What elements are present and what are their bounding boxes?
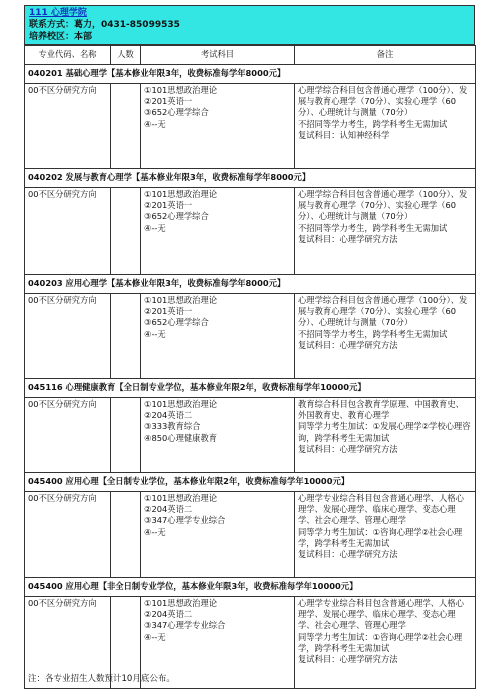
major-title-row — [25, 379, 476, 398]
exam-subject-item: ④850心理健康教育 — [144, 432, 218, 443]
school-header — [24, 5, 475, 45]
exam-subjects — [141, 84, 295, 169]
footnote: 注：各专业招生人数预计10月底公布。 — [28, 674, 175, 684]
research-direction: 00不区分研究方向 — [25, 398, 111, 473]
research-direction: 00不区分研究方向 — [25, 188, 111, 275]
major-detail-row — [25, 398, 476, 473]
exam-subject-item: ②201英语一 — [144, 306, 193, 317]
exam-subject-item: ④--无 — [144, 222, 166, 233]
remark-line: 不招同等学力考生，跨学科考生无需加试 — [298, 328, 448, 339]
remark-line: 复试科目：心理学研究方法 — [298, 654, 398, 665]
column-header-major: 专业代码、名称 — [25, 46, 111, 65]
contact-info: 联系方式：葛力，0431-85099535 — [29, 20, 180, 30]
exam-subject-item: ①101思想政治理论 — [144, 295, 218, 305]
table-header-row — [25, 46, 476, 65]
remarks — [295, 294, 476, 379]
exam-subject-item: ②204英语二 — [144, 410, 193, 421]
exam-subject-item: ④--无 — [144, 526, 166, 537]
remark-line: 复试科目：认知神经科学 — [298, 129, 390, 140]
admissions-table — [24, 45, 476, 689]
quota-cell — [111, 84, 141, 169]
major-title: 045400 应用心理【非全日制专业学位，基本修业年限3年，收费标准每学年10000元】 — [25, 578, 476, 597]
column-header-quota: 人数 — [111, 46, 141, 65]
remark-line: 复试科目：心理学研究方法 — [298, 233, 398, 244]
exam-subject-item: ③652心理学综合 — [144, 317, 209, 328]
exam-subjects — [141, 492, 295, 578]
remark-line: 心理学综合科目包含普通心理学（100分）、发展与教育心理学（70分）、实验心理学（60分）、心理统计与测量（70分） — [298, 295, 468, 328]
exam-subject-item: ③652心理学综合 — [144, 211, 209, 222]
column-header-notes: 备注 — [295, 46, 476, 65]
research-direction: 00不区分研究方向 — [25, 84, 111, 169]
remark-line: 同等学力考生加试：①咨询心理学②社会心理学，跨学科考生无需加试 — [298, 631, 463, 653]
exam-subjects — [141, 294, 295, 379]
exam-subject-item: ④--无 — [144, 328, 166, 339]
exam-subject-item: ①101思想政治理论 — [144, 493, 218, 503]
major-title-row — [25, 578, 476, 597]
exam-subject-item: ①101思想政治理论 — [144, 399, 218, 409]
major-detail-row — [25, 492, 476, 578]
exam-subject-item: ①101思想政治理论 — [144, 598, 218, 608]
major-title: 045400 应用心理【全日制专业学位，基本修业年限2年，收费标准每学年10000元】 — [25, 473, 476, 492]
exam-subject-item: ②204英语二 — [144, 504, 193, 515]
remarks — [295, 188, 476, 275]
major-title: 040201 基础心理学【基本修业年限3年，收费标准每学年8000元】 — [25, 65, 476, 84]
school-name-link[interactable]: 111 心理学院 — [29, 8, 87, 18]
remarks — [295, 84, 476, 169]
exam-subjects — [141, 398, 295, 473]
remark-line: 复试科目：心理学研究方法 — [298, 339, 398, 350]
remarks — [295, 597, 476, 689]
research-direction: 00不区分研究方向 — [25, 294, 111, 379]
remark-line: 心理学综合科目包含普通心理学（100分）、发展与教育心理学（70分）、实验心理学（60分）、心理统计与测量（70分） — [298, 85, 468, 118]
major-title: 040202 发展与教育心理学【基本修业年限3年，收费标准每学年8000元】 — [25, 169, 476, 188]
quota-cell — [111, 398, 141, 473]
major-detail-row — [25, 84, 476, 169]
remark-line: 心理学专业综合科目包含普通心理学、人格心理学、发展心理学、临床心理学、变态心理学、社会心理学、管理心理学 — [298, 598, 464, 631]
quota-cell — [111, 492, 141, 578]
exam-subject-item: ①101思想政治理论 — [144, 189, 218, 199]
quota-cell — [111, 294, 141, 379]
quota-cell — [111, 188, 141, 275]
remark-line: 同等学力考生加试：①发展心理学②学校心理咨询，跨学科考生无需加试 — [298, 421, 471, 443]
exam-subject-item: ③333教育综合 — [144, 421, 201, 432]
exam-subject-item: ①101思想政治理论 — [144, 85, 218, 95]
exam-subject-item: ③347心理学专业综合 — [144, 515, 226, 526]
research-direction: 00不区分研究方向 — [25, 492, 111, 578]
remarks — [295, 492, 476, 578]
campus-info: 培养校区：本部 — [29, 32, 93, 42]
remarks — [295, 398, 476, 473]
remark-line: 复试科目：心理学研究方法 — [298, 443, 398, 454]
remark-line: 不招同等学力考生，跨学科考生无需加试 — [298, 118, 448, 129]
remark-line: 不招同等学力考生，跨学科考生无需加试 — [298, 222, 448, 233]
remark-line: 心理学专业综合科目包含普通心理学、人格心理学、发展心理学、临床心理学、变态心理学、社会心理学、管理心理学 — [298, 493, 464, 526]
major-detail-row — [25, 188, 476, 275]
remark-line: 复试科目：心理学研究方法 — [298, 549, 398, 560]
major-title-row — [25, 473, 476, 492]
major-title-row — [25, 169, 476, 188]
remark-line: 心理学综合科目包含普通心理学（100分）、发展与教育心理学（70分）、实验心理学（60分）、心理统计与测量（70分） — [298, 189, 468, 222]
remark-line: 教育综合科目包含教育学原理、中国教育史、外国教育史、教育心理学 — [298, 399, 464, 421]
major-title: 040203 应用心理学【基本修业年限3年，收费标准每学年8000元】 — [25, 275, 476, 294]
exam-subject-item: ③652心理学综合 — [144, 107, 209, 118]
exam-subject-item: ②201英语一 — [144, 200, 193, 211]
major-title: 045116 心理健康教育【全日制专业学位，基本修业年限2年，收费标准每学年10000元】 — [25, 379, 476, 398]
major-detail-row — [25, 294, 476, 379]
column-header-exams: 考试科目 — [141, 46, 295, 65]
exam-subject-item: ④--无 — [144, 118, 166, 129]
remark-line: 同等学力考生加试：①咨询心理学②社会心理学，跨学科考生无需加试 — [298, 526, 463, 548]
major-title-row — [25, 275, 476, 294]
exam-subjects — [141, 188, 295, 275]
exam-subject-item: ②204英语二 — [144, 609, 193, 620]
exam-subject-item: ③347心理学专业综合 — [144, 620, 226, 631]
research-direction: 00不区分研究方向 — [25, 597, 111, 689]
exam-subject-item: ②201英语一 — [144, 96, 193, 107]
major-title-row — [25, 65, 476, 84]
exam-subject-item: ④--无 — [144, 631, 166, 642]
